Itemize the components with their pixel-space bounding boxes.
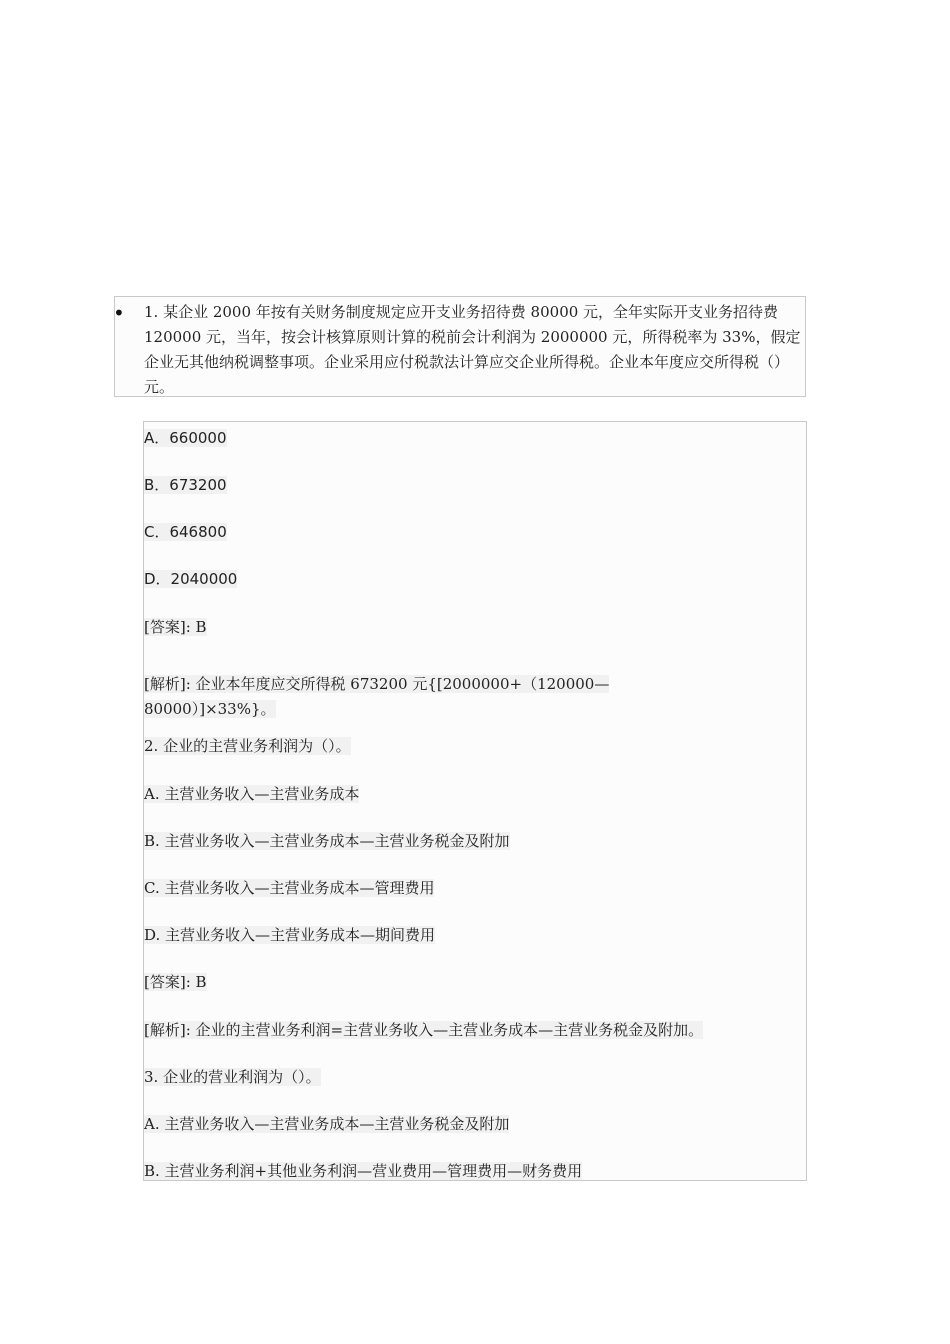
answer-2: [答案]: B [144, 973, 207, 991]
list-bullet: • [113, 301, 125, 325]
q2-option-c: C. 主营业务收入—主营业务成本—管理费用 [144, 879, 435, 897]
explanation-2: [解析]: 企业的主营业务利润=主营业务收入—主营业务成本—主营业务税金及附加。 [144, 1021, 704, 1039]
option-b: B．673200 [144, 476, 227, 494]
explanation-1: [解析]: 企业本年度应交所得税 673200 元{[2000000+（120000—80000）]×33%}。 [144, 675, 610, 718]
answers-box [143, 421, 807, 1181]
question-2-text: 2. 企业的主营业务利润为（）。 [144, 737, 351, 755]
option-d: D．2040000 [144, 570, 238, 588]
question-1-text: 1. 某企业 2000 年按有关财务制度规定应开支业务招待费 80000 元，全年实际开支业务招待费 120000 元，当年，按会计核算原则计算的税前会计利润为 2000000 元，所得税率为 33%，假定企业无其他纳税调整事项。企业采用应付税款法计算应交企业所得税。企业本年度应交所得税（）元。 [144, 303, 801, 396]
q2-option-d: D. 主营业务收入—主营业务成本—期间费用 [144, 926, 436, 944]
q2-option-b: B. 主营业务收入—主营业务成本—主营业务税金及附加 [144, 832, 510, 850]
option-a: A．660000 [144, 429, 227, 447]
q3-option-a: A. 主营业务收入—主营业务成本—主营业务税金及附加 [144, 1115, 510, 1133]
answer-1: [答案]: B [144, 618, 207, 636]
q2-option-a: A. 主营业务收入—主营业务成本 [144, 785, 360, 803]
q3-option-b: B. 主营业务利润+其他业务利润—营业费用—管理费用—财务费用 [144, 1162, 583, 1180]
question-3-text: 3. 企业的营业利润为（）。 [144, 1068, 321, 1086]
option-c: C．646800 [144, 523, 227, 541]
